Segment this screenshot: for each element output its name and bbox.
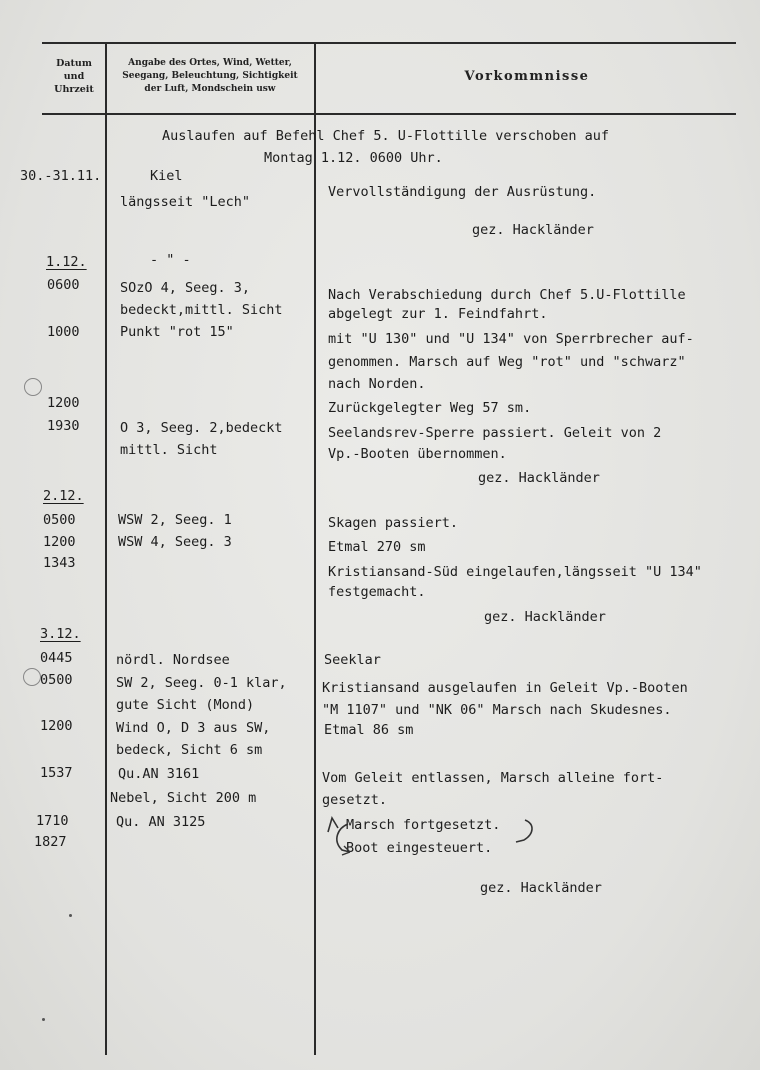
time-entry: 1710 bbox=[36, 813, 69, 829]
event-text: Seeklar bbox=[324, 652, 381, 668]
event-text: Auslaufen auf Befehl Chef 5. U-Flottille verschoben auf bbox=[162, 128, 610, 144]
place-text: SW 2, Seeg. 0-1 klar, bbox=[116, 675, 287, 691]
signature-text: gez. Hackländer bbox=[478, 470, 600, 486]
place-text: längsseit "Lech" bbox=[120, 194, 251, 210]
header-location-line-2: Seegang, Beleuchtung, Sichtigkeit bbox=[122, 71, 298, 81]
date-entry: 3.12. bbox=[40, 626, 81, 642]
event-text: Kristiansand-Süd eingelaufen,längsseit "U 134" bbox=[328, 564, 702, 580]
event-text: Kristiansand ausgelaufen in Geleit Vp.-Booten bbox=[322, 680, 688, 696]
place-text: - " - bbox=[150, 252, 191, 268]
header-location-line-1: Angabe des Ortes, Wind, Wetter, bbox=[128, 58, 292, 68]
place-text: WSW 4, Seeg. 3 bbox=[118, 534, 232, 550]
header-bottom-rule bbox=[42, 113, 736, 115]
time-entry: 0445 bbox=[40, 650, 73, 666]
time-entry: 0500 bbox=[40, 672, 73, 688]
column-divider-1 bbox=[105, 42, 107, 1055]
signature-text: gez. Hackländer bbox=[480, 880, 602, 896]
column-divider-2 bbox=[314, 42, 316, 1055]
date-entry: 2.12. bbox=[43, 488, 84, 504]
event-text: abgelegt zur 1. Feindfahrt. bbox=[328, 306, 548, 322]
place-text: bedeck, Sicht 6 sm bbox=[116, 742, 263, 758]
event-text: Montag 1.12. 0600 Uhr. bbox=[264, 150, 443, 166]
place-text: SOzO 4, Seeg. 3, bbox=[120, 280, 251, 296]
place-text: nördl. Nordsee bbox=[116, 652, 230, 668]
place-text: mittl. Sicht bbox=[120, 442, 218, 458]
place-text: Wind O, D 3 aus SW, bbox=[116, 720, 271, 736]
signature-text: gez. Hackländer bbox=[484, 609, 606, 625]
event-text: Skagen passiert. bbox=[328, 515, 459, 531]
place-text: WSW 2, Seeg. 1 bbox=[118, 512, 232, 528]
event-text: Vervollständigung der Ausrüstung. bbox=[328, 184, 597, 200]
place-text: Qu.AN 3161 bbox=[118, 766, 200, 782]
paper-speck bbox=[42, 1018, 45, 1021]
event-text: Etmal 270 sm bbox=[328, 539, 426, 555]
top-rule bbox=[42, 42, 736, 44]
time-entry: 1200 bbox=[47, 395, 80, 411]
paper-speck bbox=[69, 914, 72, 917]
header-location-line-3: der Luft, Mondschein usw bbox=[144, 84, 276, 94]
event-text: festgemacht. bbox=[328, 584, 426, 600]
punch-hole bbox=[24, 378, 42, 396]
event-text: Nach Verabschiedung durch Chef 5.U-Flottille bbox=[328, 287, 686, 303]
place-text: Kiel bbox=[150, 168, 183, 184]
event-text: nach Norden. bbox=[328, 376, 426, 392]
time-entry: 1000 bbox=[47, 324, 80, 340]
time-entry: 1200 bbox=[43, 534, 76, 550]
time-entry: 1537 bbox=[40, 765, 73, 781]
header-events: Vorkommnisse bbox=[464, 69, 590, 84]
date-entry: 30.-31.11. bbox=[20, 168, 102, 184]
event-text: Zurückgelegter Weg 57 sm. bbox=[328, 400, 532, 416]
event-text: Vp.-Booten übernommen. bbox=[328, 446, 507, 462]
event-text: "M 1107" und "NK 06" Marsch nach Skudesnes. bbox=[322, 702, 672, 718]
place-text: Punkt "rot 15" bbox=[120, 324, 234, 340]
date-entry: 1.12. bbox=[46, 254, 87, 270]
event-text: Seelandsrev-Sperre passiert. Geleit von 2 bbox=[328, 425, 662, 441]
time-entry: 0600 bbox=[47, 277, 80, 293]
event-text: gesetzt. bbox=[322, 792, 388, 808]
place-text: Qu. AN 3125 bbox=[116, 814, 206, 830]
time-entry: 1200 bbox=[40, 718, 73, 734]
signature-text: gez. Hackländer bbox=[472, 222, 594, 238]
place-text: Nebel, Sicht 200 m bbox=[110, 790, 257, 806]
header-location-weather bbox=[108, 57, 312, 96]
swap-arrows-icon bbox=[320, 810, 545, 860]
event-text: Vom Geleit entlassen, Marsch alleine fort- bbox=[322, 770, 664, 786]
event-text: Marsch fortgesetzt. bbox=[346, 817, 501, 833]
time-entry: 1930 bbox=[47, 418, 80, 434]
header-date-time bbox=[44, 57, 104, 96]
time-entry: 1343 bbox=[43, 555, 76, 571]
place-text: bedeckt,mittl. Sicht bbox=[120, 302, 283, 318]
place-text: O 3, Seeg. 2,bedeckt bbox=[120, 420, 283, 436]
event-text: Boot eingesteuert. bbox=[346, 840, 493, 856]
time-entry: 1827 bbox=[34, 834, 67, 850]
event-text: mit "U 130" und "U 134" von Sperrbrecher auf- bbox=[328, 331, 694, 347]
time-entry: 0500 bbox=[43, 512, 76, 528]
event-text: Etmal 86 sm bbox=[324, 722, 414, 738]
header-date-line: Datum bbox=[56, 58, 92, 69]
header-time-line: Uhrzeit bbox=[54, 84, 94, 95]
header-und-line: und bbox=[63, 71, 85, 82]
event-text: genommen. Marsch auf Weg "rot" und "schwarz" bbox=[328, 354, 686, 370]
place-text: gute Sicht (Mond) bbox=[116, 697, 255, 713]
punch-hole bbox=[23, 668, 41, 686]
